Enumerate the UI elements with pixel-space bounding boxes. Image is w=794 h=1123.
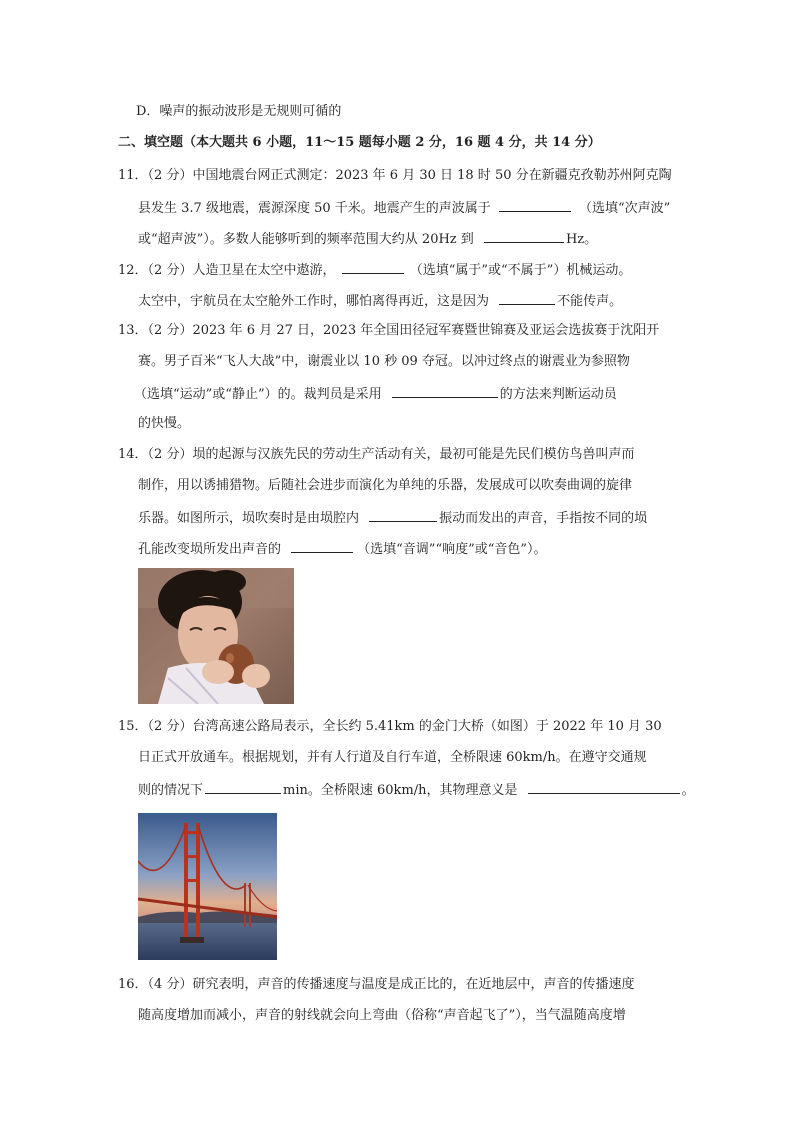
q15-line3	[138, 781, 695, 799]
q12-line2	[138, 292, 622, 310]
q15-line3-end: 。	[681, 783, 695, 798]
q12-answer-blank-1[interactable]	[342, 261, 404, 274]
q15-line2: 日正式开放通车。根据规划，并有人行道及自行车道，全桥限速 60km/h。在遵守交通规	[138, 750, 647, 765]
q11-line2	[138, 199, 670, 217]
golden-gate-bridge-photo	[138, 813, 277, 960]
q14-line3-tail: 振动而发出的声音，手指按不同的埙	[439, 511, 648, 526]
q14-answer-blank-1[interactable]	[369, 509, 437, 522]
q12-line1	[118, 261, 631, 279]
q11-line2-tail: （选填“次声波”	[579, 201, 671, 216]
q16-line2: 随高度增加而减小，声音的射线就会向上弯曲（俗称“声音起飞了”），当气温随高度增	[138, 1008, 626, 1023]
q14-answer-blank-2[interactable]	[291, 540, 353, 553]
q14-line2: 制作，用以诱捕猎物。后随社会进步而演化为单纯的乐器，发展成可以吹奏曲调的旋律	[138, 478, 633, 493]
q12-answer-blank-2[interactable]	[499, 292, 555, 305]
q14-line4-tail: （选填“音调”“响度”或“音色”）。	[357, 542, 547, 557]
q15-line3-text: 则的情况下	[138, 783, 204, 798]
q11-line3	[138, 230, 597, 248]
q15-answer-blank-2[interactable]	[528, 781, 680, 794]
xun-player-photo	[138, 568, 294, 704]
q14-line4	[138, 540, 547, 558]
q11-line3-text: 或“超声波”）。多数人能够听到的频率范围大约从 20Hz 到	[138, 232, 474, 247]
q13-line3-tail: 的方法来判断运动员	[499, 387, 617, 402]
q16-line1: 16．（4 分）研究表明，声音的传播速度与温度是成正比的，在近地层中，声音的传播速度	[118, 977, 635, 992]
q12-line1-tail: （选填“属于”或“不属于”）机械运动。	[409, 263, 632, 278]
q14-line4-text: 孔能改变埙所发出声音的	[138, 542, 282, 557]
q11-line2-text: 县发生 3.7 级地震，震源深度 50 千米。地震产生的声波属于	[138, 201, 491, 216]
q11-answer-blank-1[interactable]	[499, 199, 571, 212]
q13-line3-text: （选填“运动”或“静止”）的。裁判员是采用	[134, 387, 382, 402]
q13-line4: 的快慢。	[138, 416, 191, 431]
q13-answer-blank[interactable]	[392, 385, 498, 398]
section-heading: 二、填空题（本大题共 6 小题，11～15 题每小题 2 分，16 题 4 分，共 14 分）	[118, 135, 601, 150]
q13-line1: 13．（2 分）2023 年 6 月 27 日，2023 年全国田径冠军赛暨世锦赛及亚运会选拔赛于沈阳开	[118, 323, 660, 338]
q11-answer-blank-2[interactable]	[484, 230, 564, 243]
q14-line1: 14．（2 分）埙的起源与汉族先民的劳动生产活动有关，最初可能是先民们模仿鸟兽叫声而	[118, 447, 635, 462]
q15-line3-mid: min。全桥限速 60km/h，其物理意义是	[283, 783, 518, 798]
q12-line2-tail: 不能传声。	[557, 294, 623, 309]
q14-line3-text: 乐器。如图所示，埙吹奏时是由埙腔内	[138, 511, 360, 526]
q13-line2: 赛。男子百米“飞人大战”中，谢震业以 10 秒 09 夺冠。以冲过终点的谢震业为参照物	[138, 354, 630, 369]
q13-line3	[134, 385, 617, 403]
q15-answer-blank-1[interactable]	[205, 781, 281, 794]
q11-line3-tail: Hz。	[565, 232, 598, 247]
q12-line1-text: 12．（2 分）人造卫星在太空中遨游，	[118, 263, 336, 278]
q15-line1: 15．（2 分）台湾高速公路局表示，全长约 5.41km 的金门大桥（如图）于 2022 年 10 月 30	[118, 719, 662, 734]
option-d: D．噪声的振动波形是无规则可循的	[136, 104, 342, 119]
q12-line2-text: 太空中，宇航员在太空舱外工作时，哪怕离得再近，这是因为	[138, 294, 490, 309]
q14-line3	[138, 509, 647, 527]
q11-line1: 11．（2 分）中国地震台网正式测定：2023 年 6 月 30 日 18 时 50 分在新疆克孜勒苏州阿克陶	[118, 168, 672, 183]
